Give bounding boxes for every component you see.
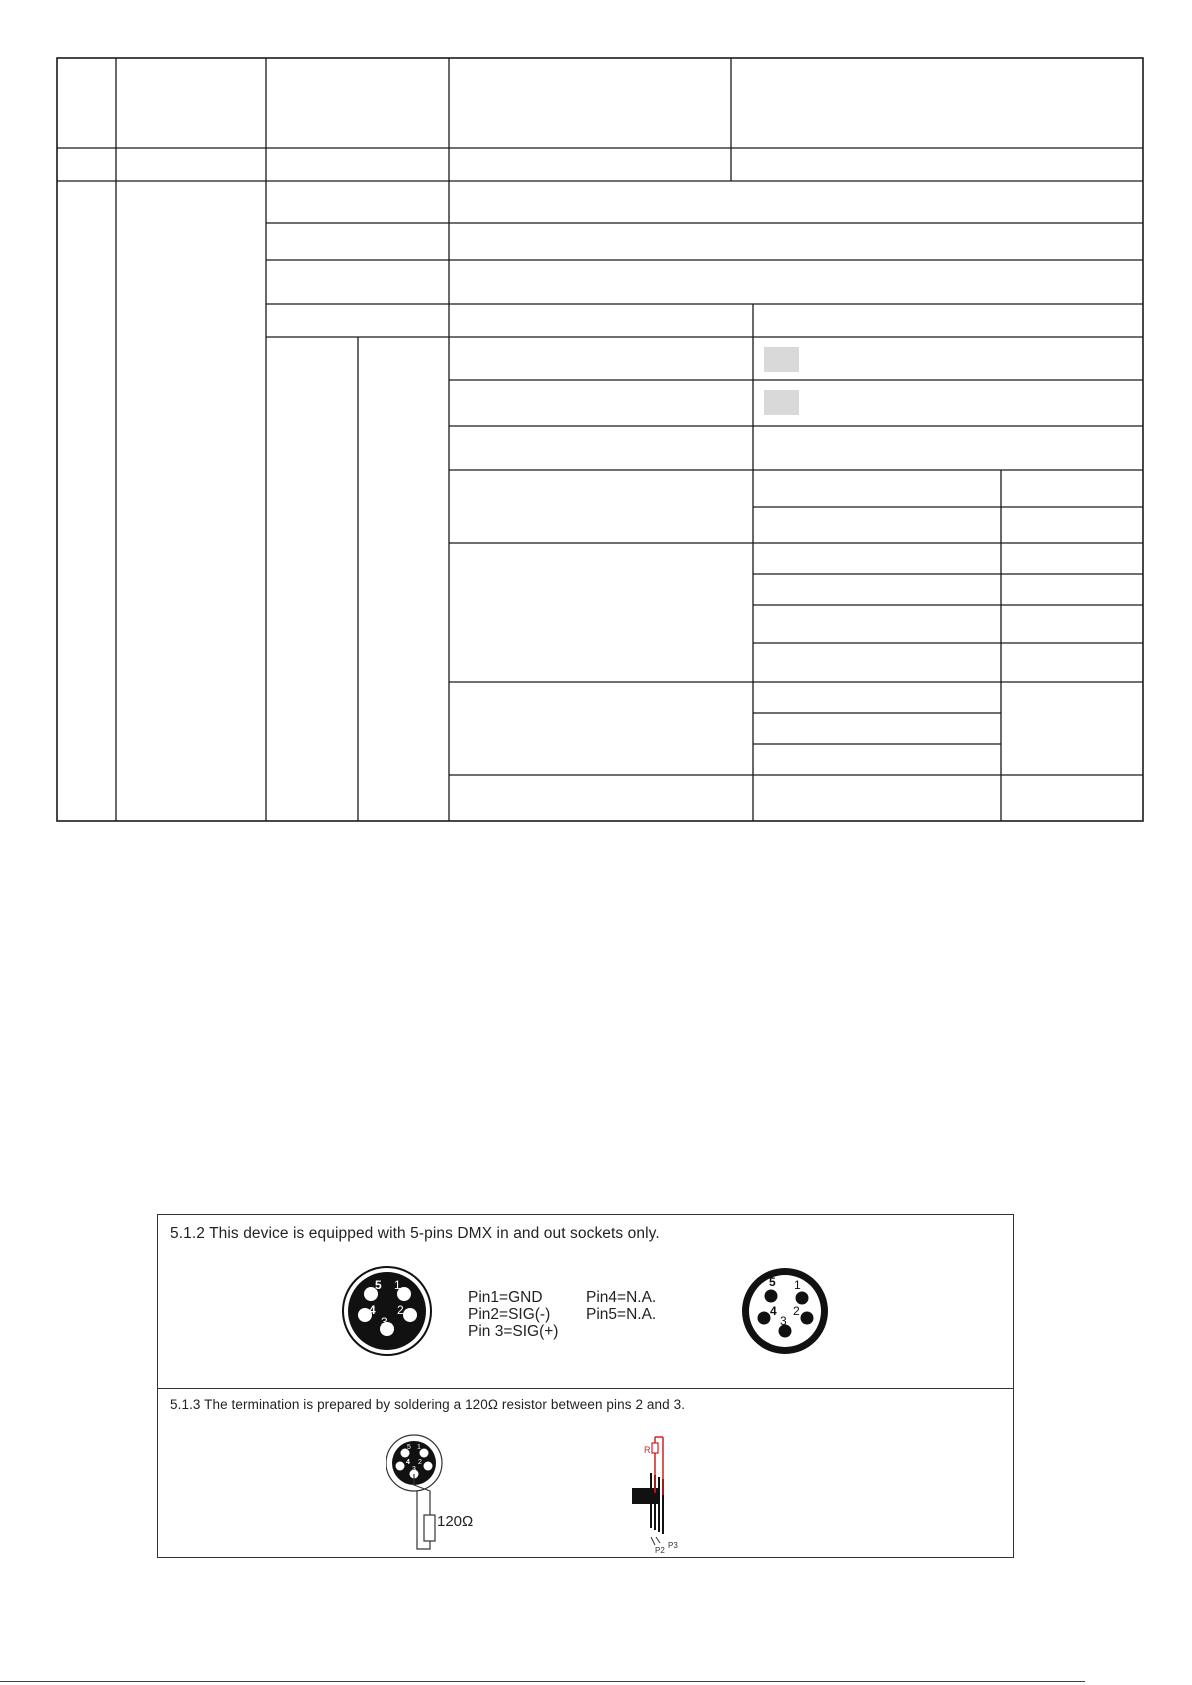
pin-number: 5 <box>407 1444 411 1451</box>
dmx-connector-panel <box>157 1214 1014 1558</box>
pin-number: 2 <box>397 1303 404 1317</box>
pin-number: 5 <box>375 1278 382 1292</box>
footer-rule <box>0 1681 1085 1682</box>
pin-assignment: Pin1=GND <box>468 1289 543 1306</box>
panel-divider <box>158 1388 1013 1389</box>
pin-number: 3 <box>381 1315 388 1329</box>
pin-number: 2 <box>793 1304 800 1318</box>
pin-assignment: Pin4=N.A. <box>586 1289 657 1306</box>
pin-number: 1 <box>417 1444 421 1451</box>
spec-table <box>0 0 1192 840</box>
pin-number: 3 <box>412 1466 416 1473</box>
termination-plug-icon <box>386 1433 456 1553</box>
pin-number: 1 <box>794 1278 801 1292</box>
pin-number: 1 <box>394 1278 401 1292</box>
pin-list-left <box>468 1289 558 1340</box>
pin-list-right <box>586 1289 656 1323</box>
grey-swatch <box>764 347 799 372</box>
grey-swatch <box>764 390 799 415</box>
dmx-socket-left-icon <box>341 1265 433 1357</box>
pin-number: 4 <box>369 1303 376 1317</box>
dmx-socket-right-icon <box>739 1265 831 1357</box>
pin-number: 2 <box>418 1459 422 1466</box>
sockets-caption: 5.1.2 This device is equipped with 5-pins DMX in and out sockets only. <box>170 1225 660 1242</box>
pin-label-p2: P2 <box>655 1546 665 1555</box>
pin-number: 5 <box>769 1275 776 1289</box>
pin-number: 4 <box>770 1304 777 1318</box>
table-frame <box>57 58 1143 821</box>
pin-assignment: Pin5=N.A. <box>586 1306 657 1323</box>
pin-number: 4 <box>406 1459 410 1466</box>
resistor-value: 120Ω <box>437 1513 474 1530</box>
pin-assignment: Pin 3=SIG(+) <box>468 1323 559 1340</box>
pin-label-p3: P3 <box>668 1541 678 1550</box>
plug-side-view-icon <box>629 1433 689 1553</box>
resistor-label: R <box>644 1445 651 1455</box>
termination-caption: 5.1.3 The termination is prepared by soldering a 120Ω resistor between pins 2 and 3. <box>170 1397 686 1412</box>
pin-number: 3 <box>780 1314 787 1328</box>
pin-assignment: Pin2=SIG(-) <box>468 1306 551 1323</box>
